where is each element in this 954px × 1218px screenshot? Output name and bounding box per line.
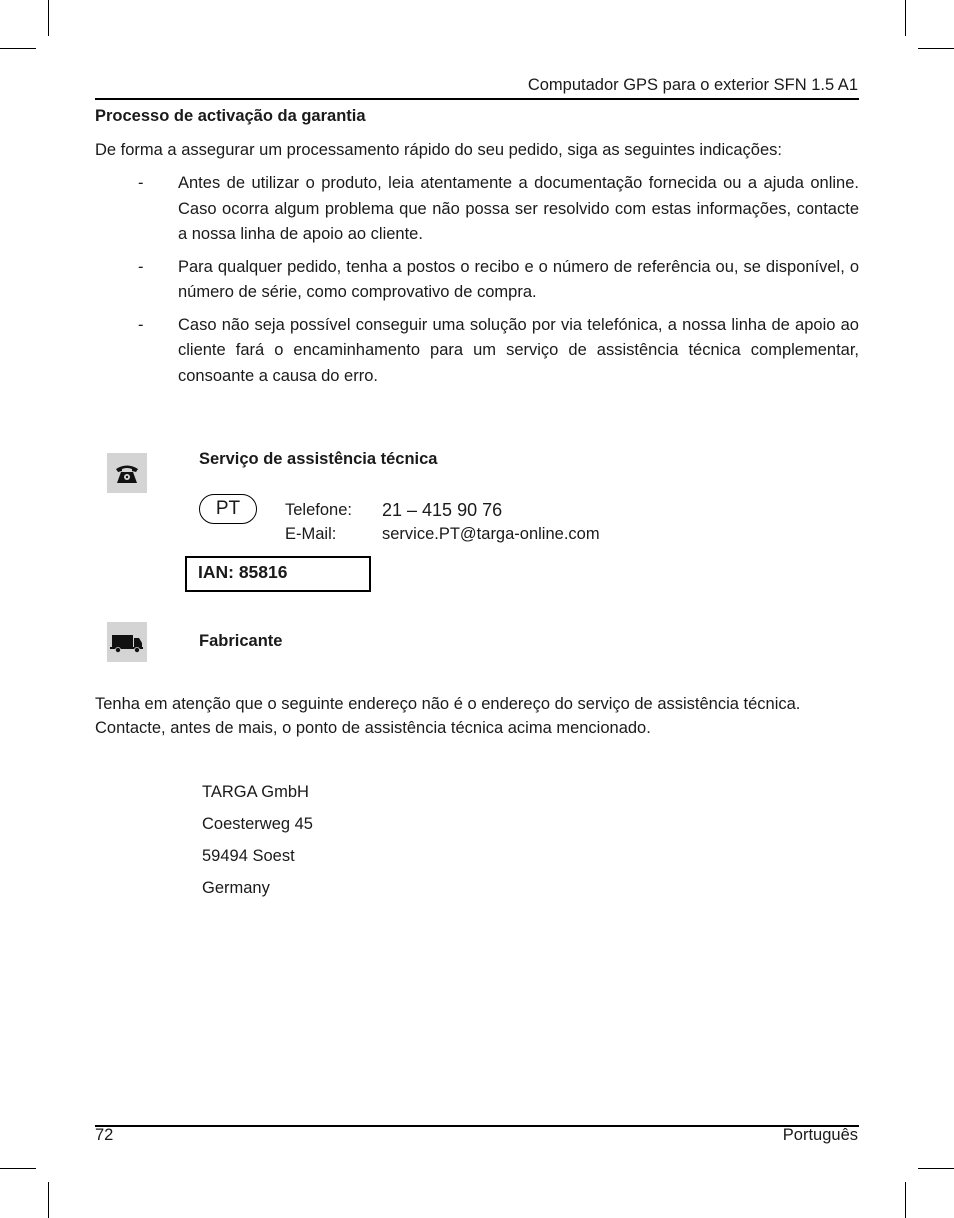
phone-label: Telefone: — [285, 501, 352, 519]
email-value: service.PT@targa-online.com — [382, 525, 600, 543]
crop-mark — [0, 48, 36, 49]
service-heading: Serviço de assistência técnica — [199, 450, 438, 468]
manufacturer-note-line1: Tenha em atenção que o seguinte endereço não é o endereço do serviço de assistência técnica. — [95, 695, 801, 713]
crop-mark — [918, 1168, 954, 1169]
running-header-title: Computador GPS para o exterior SFN 1.5 A1 — [527, 76, 858, 94]
list-item-text: Para qualquer pedido, tenha a postos o recibo e o número de referência ou, se disponível, o número de série, como comprovativo de compra. — [178, 257, 859, 301]
manufacturer-heading: Fabricante — [199, 632, 283, 650]
country-badge: PT — [199, 494, 257, 524]
list-bullet: - — [138, 257, 144, 276]
email-label: E-Mail: — [285, 525, 337, 543]
phone-value: 21 – 415 90 76 — [382, 500, 503, 520]
address-country: Germany — [202, 879, 270, 897]
list-bullet: - — [138, 315, 144, 334]
list-item — [95, 171, 859, 248]
ian-number: IAN: 85816 — [198, 562, 288, 582]
crop-mark — [905, 1182, 906, 1218]
address-street: Coesterweg 45 — [202, 815, 313, 833]
crop-mark — [905, 0, 906, 36]
truck-icon — [107, 622, 147, 662]
list-item — [95, 255, 859, 306]
manufacturer-note-line2: Contacte, antes de mais, o ponto de assistência técnica acima mencionado. — [95, 719, 651, 737]
crop-mark — [0, 1168, 36, 1169]
crop-mark — [48, 0, 49, 36]
crop-mark — [48, 1182, 49, 1218]
footer-language: Português — [782, 1126, 858, 1144]
header-rule — [95, 98, 859, 100]
address-company: TARGA GmbH — [202, 783, 309, 801]
crop-mark — [918, 48, 954, 49]
list-bullet: - — [138, 174, 144, 192]
page-number: 72 — [95, 1126, 114, 1144]
footer-rule — [95, 1125, 859, 1127]
telephone-icon — [107, 453, 147, 493]
warranty-intro: De forma a assegurar um processamento rápido do seu pedido, siga as seguintes indicações: — [95, 141, 782, 159]
address-city: 59494 Soest — [202, 847, 295, 865]
warranty-heading: Processo de activação da garantia — [95, 107, 366, 125]
list-item-text: Antes de utilizar o produto, leia atentamente a documentação fornecida ou a ajuda online. Caso ocorra algum problema que não possa ser resolvido com estas informações, contacte a nossa linha de apoio ao cliente. — [178, 174, 859, 243]
warranty-list — [95, 171, 859, 396]
list-item-text: Caso não seja possível conseguir uma solução por via telefónica, a nossa linha de apoio ao cliente fará o encaminhamento para um serviço de assistência técnica complementar, consoante a causa do erro. — [178, 315, 859, 385]
list-item — [95, 313, 859, 390]
